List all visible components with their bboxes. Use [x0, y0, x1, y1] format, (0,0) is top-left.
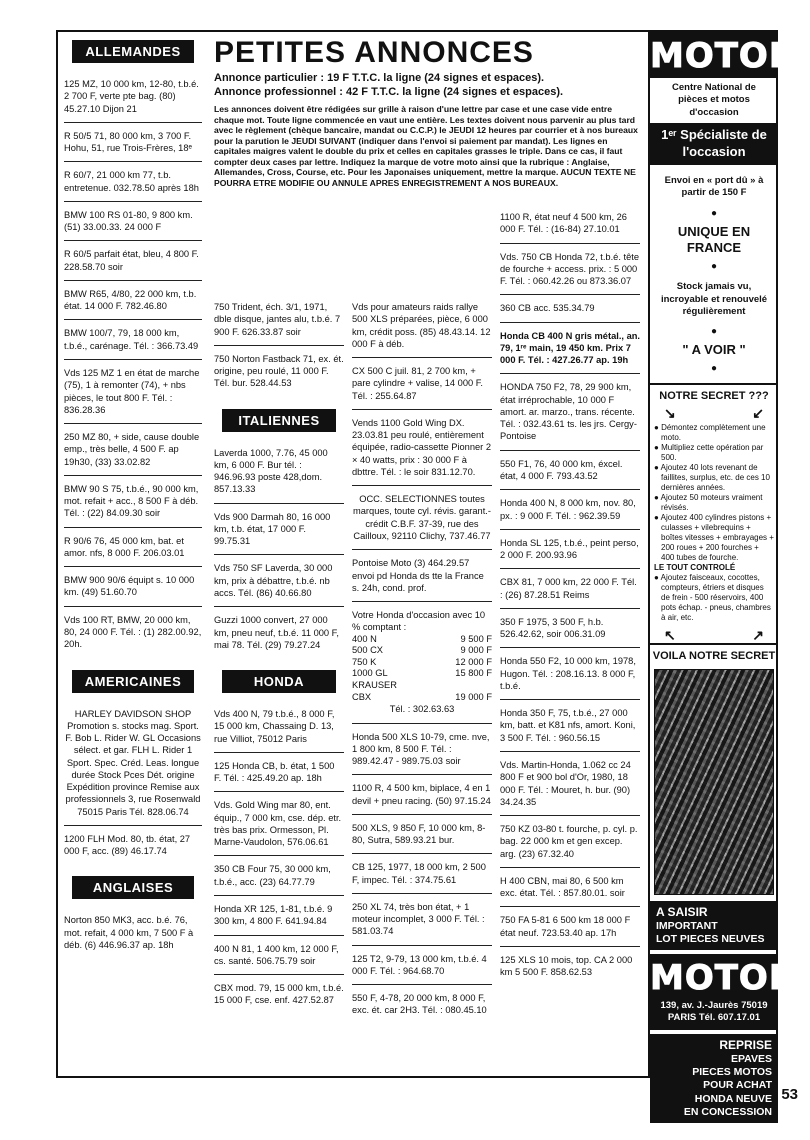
arrow-up-left-icon: ↖	[664, 627, 676, 644]
motok-centre: Centre National de pièces et motos d'occasion	[672, 82, 756, 118]
lot-pieces: LOT PIECES NEUVES	[656, 933, 765, 946]
price-row: CBX 19 000 F	[352, 691, 492, 702]
classified-ad: Honda XR 125, 1-81, t.b.é. 9 300 km, 4 800 F. 641.94.84	[214, 896, 344, 936]
classified-ad: BMW R65, 4/80, 22 000 km, t.b. état. 14 000 F. 782.46.80	[64, 281, 202, 321]
classified-ad: 750 KZ 03-80 t. fourche, p. cyl. p. bag. 22 000 km et gen excep. arg. (23) 67.32.40	[500, 816, 640, 868]
important: IMPORTANT	[656, 920, 718, 933]
bullet-dot-icon: ●	[710, 363, 718, 375]
motok-stock: Stock jamais vu, incroyable et renouvelé régulièrement	[660, 281, 768, 317]
classified-ad: CX 500 C juil. 81, 2 700 km, + pare cylindre + valise, 14 000 F. Tél. : 255.64.87	[352, 358, 492, 410]
page-number: 53	[781, 1086, 798, 1103]
column-2	[214, 294, 344, 1014]
classified-ad: HONDA 750 F2, 78, 29 900 km, état irréprochable, 10 000 F amort. ar. marzo., trans. récente. Tél. : 032.43.61 ts. les jrs. Cergy-Pontoise	[500, 374, 640, 450]
classified-ad: 400 N 81, 1 400 km, 12 000 F, cs. santé. 506.75.79 soir	[214, 936, 344, 976]
bullet-item: ● Ajoutez 50 moteurs vraiment révisés.	[654, 493, 763, 513]
classified-ad: 750 FA 5-81 6 500 km 18 000 F état neuf. 723.53.40 ap. 17h	[500, 907, 640, 947]
secret-arrows-bottom	[650, 627, 778, 643]
bullet-dot-icon: ●	[710, 261, 718, 273]
price-row: 750 K 12 000 F	[352, 656, 492, 667]
classified-ad: Vds 100 RT, BMW, 20 000 km, 80, 24 000 F. Tél. : (1) 282.00.92, 20h.	[64, 614, 202, 650]
classified-ad: Vds pour amateurs raids rallye 500 XLS préparées, pièce, 6 000 km, crédit poss. (85) 48.43.14. 12 000 F à déb.	[352, 294, 492, 358]
classified-ad: Vds 750 SF Laverda, 30 000 km, prix à débattre, t.b.é. nb accs. Tél. (86) 40.66.80	[214, 555, 344, 607]
section-header-americaines: AMERICAINES	[72, 670, 194, 693]
classified-ad: BMW 100/7, 79, 18 000 km, t.b.é., carénage. Tél. : 366.73.49	[64, 320, 202, 360]
arrow-up-right-icon: ↗	[752, 627, 764, 644]
classified-ad: BMW 100 RS 01-80, 9 800 km. (51) 33.00.33. 24 000 F	[64, 202, 202, 242]
classified-ad: 550 F1, 76, 40 000 km, éxcel. état, 4 000 F. 793.43.52	[500, 451, 640, 491]
price-row: 400 N 9 500 F	[352, 633, 492, 644]
motok-specialiste: 1ᵉʳ Spécialiste de l'occasion	[650, 123, 778, 165]
classified-ad: 350 CB Four 75, 30 000 km, t.b.é., acc. (23) 64.77.79	[214, 856, 344, 896]
classified-ad: Vds. Gold Wing mar 80, ent. équip., 7 000 km, cse. dép. etr. très bas prix. Ormesson, Pl. Marne-Vaudolon, 576.06.61	[214, 792, 344, 856]
motok-a-voir: " A VOIR "	[682, 342, 746, 358]
classified-ad: CBX mod. 79, 15 000 km, t.b.é. 15 000 F, cse. enf. 427.52.87	[214, 983, 344, 1006]
classified-ad: 125 Honda CB, b. état, 1 500 F. Tél. : 425.49.20 ap. 18h	[214, 753, 344, 793]
classified-ad: R 60/7, 21 000 km 77, t.b. entretenue. 032.78.50 après 18h	[64, 162, 202, 202]
arrow-down-left-icon: ↙	[752, 405, 764, 422]
arrow-down-right-icon: ↘	[664, 405, 676, 422]
bullet-item: ● Ajoutez 40 lots revenant de faillites, surplus, etc. de ces 10 dernières années.	[654, 463, 770, 493]
classified-ad: 750 Trident, éch. 3/1, 1971, dble disque, jantes alu, t.b.é. 7 900 F. 626.33.87 soir	[214, 294, 344, 346]
classified-ad: Honda CB 400 N gris métal., an. 79, 1ʳᵉ main, 19 450 km. Prix 7 000 F. Tél. : 427.26.77 ap. 19h	[500, 323, 640, 375]
bullet-dot-icon: ●	[710, 326, 718, 338]
classified-ad: 350 F 1975, 3 500 F, h.b. 526.42.62, soir 006.31.09	[500, 609, 640, 649]
price-professionnel: Annonce professionnel : 42 F T.T.C. la ligne (24 signes et espaces).	[214, 86, 564, 99]
secret-title: NOTRE SECRET ???	[650, 383, 778, 405]
price-row: KRAUSER	[352, 680, 397, 691]
classified-ad: Honda 350 F, 75, t.b.é., 27 000 km, batt. et K81 nfs, amort. Koni, 3 500 F. Tél. : 960.56.15	[500, 700, 640, 752]
parts-warehouse-photo	[654, 669, 774, 895]
reprise-block	[650, 1034, 778, 1123]
classified-ad: 250 XL 74, très bon état, + 1 moteur incomplet, 3 000 F. Tél. : 581.03.74	[352, 894, 492, 946]
classified-ad: Honda 400 N, 8 000 km, nov. 80, px. : 9 000 F. Tél. : 962.39.59	[500, 490, 640, 530]
section-header-honda: HONDA	[222, 670, 336, 693]
en-concession: EN CONCESSION	[683, 1105, 772, 1118]
classified-ad: 360 CB acc. 535.34.79	[500, 295, 640, 322]
classified-ad-cbf: OCC. SELECTIONNES toutes marques, toute cyl. révis. garant.-crédit C.B.F. 37-39, rue des Cailloux, 92110 Clichy, 737.46.77	[352, 486, 492, 550]
secret-arrows	[650, 405, 778, 421]
motok-logo: MOTOK	[650, 32, 778, 78]
classified-ad: 125 MZ, 10 000 km, 12-80, t.b.é. 2 700 F, verte pte bag. (80) 45.27.10 Dijon 21	[64, 71, 202, 123]
classified-ad: BMW 90 S 75, t.b.é., 90 000 km, mot. refait + acc., 8 500 F à déb. Tél. : (22) 84.09.30 soir	[64, 476, 202, 528]
bullet-item: ● Multipliez cette opération par 500.	[654, 443, 764, 463]
reprise: REPRISE	[719, 1038, 772, 1053]
classified-ad-harley-shop: HARLEY DAVIDSON SHOP Promotion s. stocks mag. Sport. F. Bob L. Rider W. GL Occasions sélect. et gar. FLH L. Rider 1 Sport. Spec. Créd. Leas. longue durée Stock Pces Dét. origine Expédition province Remise aux professionnels 3, rue Rosenwald 75015 Paris Tél. 828.06.74	[64, 701, 202, 826]
price-list-tel: Tél. : 302.63.63	[389, 704, 455, 715]
price-row: 1000 GL 15 800 F	[352, 668, 492, 679]
bullet-item: ● Démontez complètement une moto.	[654, 423, 766, 443]
classified-ad: Pontoise Moto (3) 464.29.57 envoi pd Honda ds tte la France s. 24h, cond. prof.	[352, 550, 492, 602]
motok-footer-logo-block	[650, 954, 797, 1030]
motok-logo-2: MOTOK	[650, 954, 778, 1000]
classified-ad: Vds 400 N, 79 t.b.é., 8 000 F, 15 000 km, Chassaing D. 13, rue Villiot, 75012 Paris	[214, 701, 344, 753]
classified-ad: CB 125, 1977, 18 000 km, 2 500 F, impec. Tél. : 374.75.61	[352, 854, 492, 894]
section-header-allemandes: ALLEMANDES	[72, 40, 194, 63]
classifieds-page	[56, 30, 797, 1118]
classified-ad: Vds. Martin-Honda, 1.062 cc 24 800 F et 900 bol d'Or, 1980, 18 000 F. Tél. : Mouret, h. bur. (90) 34.24.35	[500, 752, 640, 816]
a-saisir: A SAISIR	[656, 905, 708, 920]
classified-ad: 500 XLS, 9 850 F, 10 000 km, 8-80, Sutra, 589.93.21 bur.	[352, 815, 492, 855]
bullet-dot-icon: ●	[710, 207, 718, 219]
bullet-item: ● Ajoutez 400 cylindres pistons + culasses + vilebrequins + boîtes vitesses + embrayages + 200 roues + 200 fourches + 400 tubes de fourche.	[654, 513, 774, 563]
classified-ad: Honda 550 F2, 10 000 km, 1978, Hugon. Tél. : 208.16.13. 8 000 F, t.b.é.	[500, 648, 640, 700]
motok-unique: UNIQUE EN FRANCE	[677, 223, 751, 256]
classified-ad: 550 F, 4-78, 20 000 km, 8 000 F, exc. ét. car 2H3. Tél. : 080.45.10	[352, 993, 487, 1016]
tout-controle: LE TOUT CONTROLÉ	[654, 563, 736, 573]
submission-rules: Les annonces doivent être rédigées sur grille à raison d'une lettre par case et une case vide entre chaque mot. Toute ligne commencée en vaut une entière. Les textes doivent nous parvenir au plus tard avec le règlement (chèque bancaire, mandat ou C.C.P.) le JEUDI 12 heures par courrier et à nos bureaux pour la parution le JEUDI SUIVANT (indiquer dans l'envoi si paiement par mandat). Les lignes en capitales maigres valent le double du prix et celles en capitales grasses le triple. Dans ce cas, il faut compter deux cases par lettre. Indiquez la marque de votre moto ainsi que la rubrique : Anglaise, Allemandes, Cross, Course, etc. Pour les Japonaises uniquement, mettre la marque. AUCUN TEXTE NE POURRA ETRE MODIFIE OU ANNULE APRES ENREGISTREMENT A NOS BUREAUX.	[214, 104, 638, 188]
classified-ad: Norton 850 MK3, acc. b.é. 76, mot. refait, 4 000 km, 7 500 F à déb. (6) 446.96.37 ap. 18h	[64, 915, 194, 950]
classified-ad: H 400 CBN, mai 80, 6 500 km exc. état. Tél. : 857.80.01. soir	[500, 868, 640, 908]
bullet-item: ● Ajoutez faisceaux, cocottes, compteurs, étriers et disques de frein - 500 réservoirs, 400 pots échap. - pneus, chambres à air, etc.	[654, 573, 771, 623]
classified-ad: Vds 125 MZ 1 en état de marche (75), 1 à remonter (74), + nbs pièces, le tout 800 F. Tél. : 836.28.36	[64, 360, 202, 424]
page-title: PETITES ANNONCES	[214, 36, 534, 69]
honda-neuve: HONDA NEUVE	[694, 1092, 772, 1105]
classified-ad: R 60/5 parfait état, bleu, 4 800 F. 228.58.70 soir	[64, 241, 202, 281]
voila-secret: VOILA NOTRE SECRET	[650, 643, 778, 665]
column-4	[500, 204, 640, 985]
motok-envoi: Envoi en « port dû » à partir de 150 F	[664, 174, 764, 199]
section-header-anglaises: ANGLAISES	[72, 876, 194, 899]
masthead	[214, 36, 640, 188]
classified-ad: 125 T2, 9-79, 13 000 km, t.b.é. 4 000 F. Tél. : 964.68.70	[352, 946, 492, 986]
epaves: EPAVES	[730, 1053, 772, 1066]
classified-ad: Vds. 750 CB Honda 72, t.b.é. tête de fourche + access. prix. : 5 000 F. Tél. : 060.42.26 ou 873.36.07	[500, 244, 640, 296]
secret-bullets	[650, 421, 778, 627]
classified-ad: 125 XLS 10 mois, top. CA 2 000 km 5 500 F. 858.62.53	[500, 954, 633, 978]
classified-ad: Vends 1100 Gold Wing DX. 23.03.81 peu roulé, entièrement équipée, radio-cassette Pionner 2 × 40 watts, prix : 30 000 F à dbttre. Tél. : le soir 831.12.70.	[352, 410, 492, 486]
classified-ad: 1100 R, état neuf 4 500 km, 26 000 F. Tél. : (16-84) 27.10.01	[500, 204, 640, 244]
classified-ad: Vds 900 Darmah 80, 16 000 km, t.b. état, 17 000 F. 99.75.31	[214, 504, 344, 556]
allemandes-list	[64, 71, 202, 658]
pour-achat: POUR ACHAT	[703, 1079, 772, 1092]
column-3	[352, 294, 492, 1024]
pieces-motos: PIECES MOTOS	[692, 1066, 772, 1079]
classified-ad: 250 MZ 80, + side, cause double emp., très belle, 4 500 F. ap 19h30, (33) 33.02.82	[64, 424, 202, 476]
column-1	[64, 40, 202, 958]
classified-ad: Guzzi 1000 convert, 27 000 km, pneu neuf, t.b.é. 11 000 F, mai 78. Tél. (29) 79.27.24	[214, 615, 339, 650]
classified-ad: Honda SL 125, t.b.é., peint perso, 2 000 F. 200.93.96	[500, 530, 640, 570]
classified-ad: 1100 R, 4 500 km, biplace, 4 en 1 devil + pneu racing. (50) 97.15.24	[352, 775, 492, 815]
classified-ad: 750 Norton Fastback 71, ex. ét. origine, peu roulé, 11 000 F. Tél. bur. 528.44.53	[214, 353, 344, 389]
classified-ad: R 50/5 71, 80 000 km, 3 700 F. Hohu, 51, rue Trois-Frères, 18ᵉ	[64, 123, 202, 163]
classified-ad: BMW 900 90/6 équipt s. 10 000 km. (49) 51.60.70	[64, 567, 202, 607]
price-list-table	[352, 634, 492, 704]
classified-ad: CBX 81, 7 000 km, 22 000 F. Tél. : (26) 87.28.51 Reims	[500, 569, 640, 609]
classified-ad: R 90/6 76, 45 000 km, bat. et amor. nfs, 8 000 F. 206.03.01	[64, 528, 202, 568]
price-list-intro: Votre Honda d'occasion avec 10 % comptant :	[352, 610, 486, 633]
motok-address: 139, av. J.-Jaurès 75019 PARIS Tél. 607.17.01	[660, 1000, 768, 1024]
classified-ad: Laverda 1000, 7.76, 45 000 km, 6 000 F. Bur tél. : 946.96.93 poste 428,dom. 857.13.33	[214, 440, 344, 504]
a-saisir-block	[650, 901, 778, 950]
price-row: 500 CX 9 000 F	[352, 645, 492, 656]
classified-ad: 1200 FLH Mod. 80, tb. état, 27 000 F, acc. (89) 46.17.74	[64, 833, 191, 857]
section-header-italiennes: ITALIENNES	[222, 409, 336, 432]
classified-ad: Honda 500 XLS 10-79, cme. nve, 1 800 km, 8 500 F. Tél. : 989.42.47 - 989.75.03 soir	[352, 724, 492, 776]
price-particulier: Annonce particulier : 19 F T.T.C. la ligne (24 signes et espaces).	[214, 71, 545, 84]
classified-ad-price-list	[352, 602, 492, 723]
